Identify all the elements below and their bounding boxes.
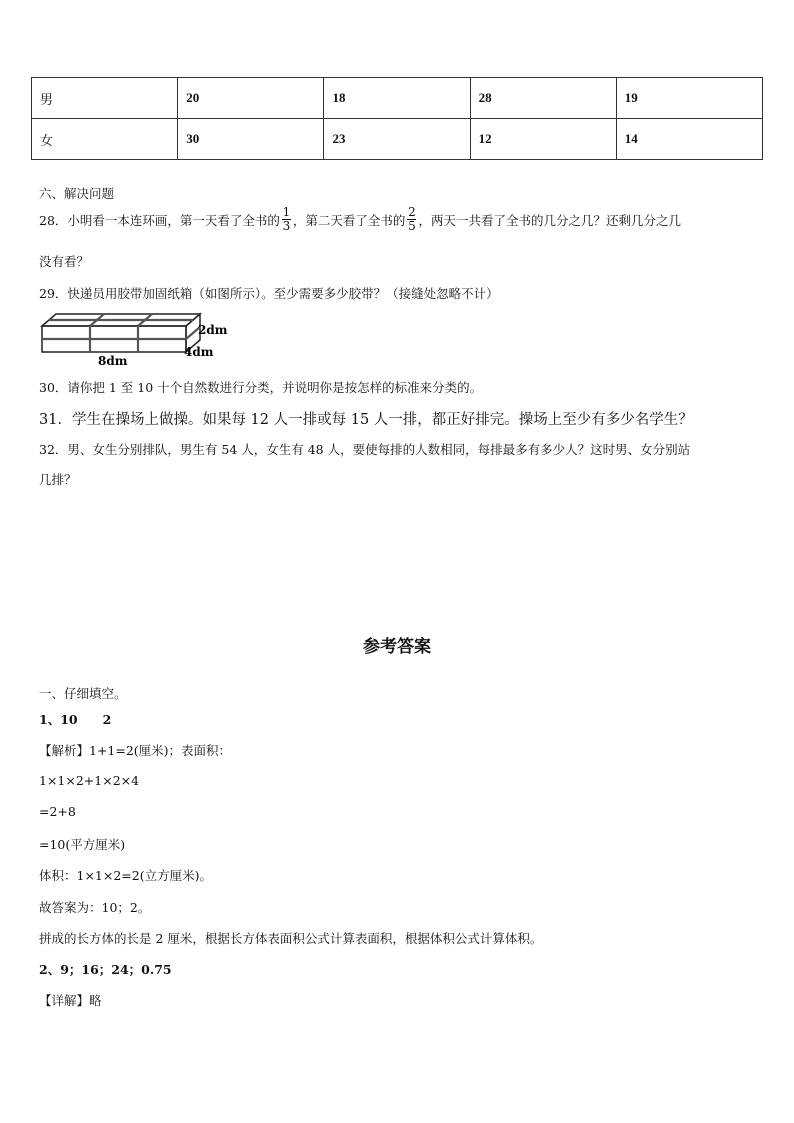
table-row [32, 78, 763, 119]
data-table [31, 77, 763, 160]
question-28 [39, 206, 681, 233]
dim-width-label: 4dm [184, 345, 214, 359]
fraction-numerator: 2 [408, 205, 416, 219]
question-32-line-2: 几排？ [39, 472, 77, 487]
answer-1-volume: 体积：1×1×2=2(立方厘米)。 [39, 868, 212, 883]
box-diagram [38, 310, 238, 366]
row-label: 男 [32, 78, 178, 119]
table-cell: 28 [470, 78, 616, 119]
answer-1: 1、10 2 [39, 712, 112, 727]
fraction-two-fifths [407, 206, 416, 233]
q28-text-1: 28．小明看一本连环画，第一天看了全书的 [39, 212, 280, 228]
row-label: 女 [32, 119, 178, 160]
tape-lines [42, 314, 200, 352]
table-cell: 14 [616, 119, 762, 160]
fraction-denominator: 3 [282, 219, 291, 233]
table-cell: 23 [324, 119, 470, 160]
answers-title: 参考答案 [363, 637, 431, 657]
q28-text-3: ，两天一共看了全书的几分之几？还剩几分之几 [418, 212, 681, 228]
fraction-one-third [282, 206, 291, 233]
table-cell: 18 [324, 78, 470, 119]
table-cell: 20 [178, 78, 324, 119]
answer-1-step: 1×1×2+1×2×4 [39, 773, 140, 788]
answer-1-final: 故答案为：10；2。 [39, 900, 151, 915]
answer-2: 2、9；16；24；0.75 [39, 962, 172, 977]
dim-length-label: 8dm [98, 354, 128, 366]
dim-height-label: 2dm [198, 323, 228, 337]
answer-1-step: =2+8 [39, 804, 76, 819]
answers-section-heading: 一、仔细填空。 [39, 686, 127, 701]
question-30: 30．请你把 1 至 10 十个自然数进行分类，并说明你是按怎样的标准来分类的。 [39, 380, 483, 395]
q28-text-2: ，第二天看了全书的 [292, 212, 406, 228]
table-cell: 12 [470, 119, 616, 160]
table-row [32, 119, 763, 160]
q28-line-2: 没有看？ [39, 254, 90, 269]
fraction-numerator: 1 [282, 205, 291, 219]
answer-1-step: =10(平方厘米) [39, 837, 126, 852]
section-heading: 六、解决问题 [39, 186, 115, 201]
question-32-line-1: 32．男、女生分别排队，男生有 54 人，女生有 48 人，要使每排的人数相同，每排最多有多少人？这时男、女分别站 [39, 442, 691, 457]
question-31: 31．学生在操场上做操。如果每 12 人一排或每 15 人一排，都正好排完。操场上至少有多少名学生？ [39, 412, 693, 428]
table-cell: 19 [616, 78, 762, 119]
table-cell: 30 [178, 119, 324, 160]
question-29: 29．快递员用胶带加固纸箱（如图所示）。至少需要多少胶带？（接缝处忽略不计） [39, 286, 499, 301]
answer-2-detail: 【详解】略 [39, 993, 102, 1008]
fraction-denominator: 5 [408, 219, 416, 233]
answer-1-explanation: 拼成的长方体的长是 2 厘米，根据长方体表面积公式计算表面积，根据体积公式计算体积。 [39, 931, 543, 946]
answer-1-analysis: 【解析】1+1=2(厘米)；表面积： [39, 743, 232, 758]
